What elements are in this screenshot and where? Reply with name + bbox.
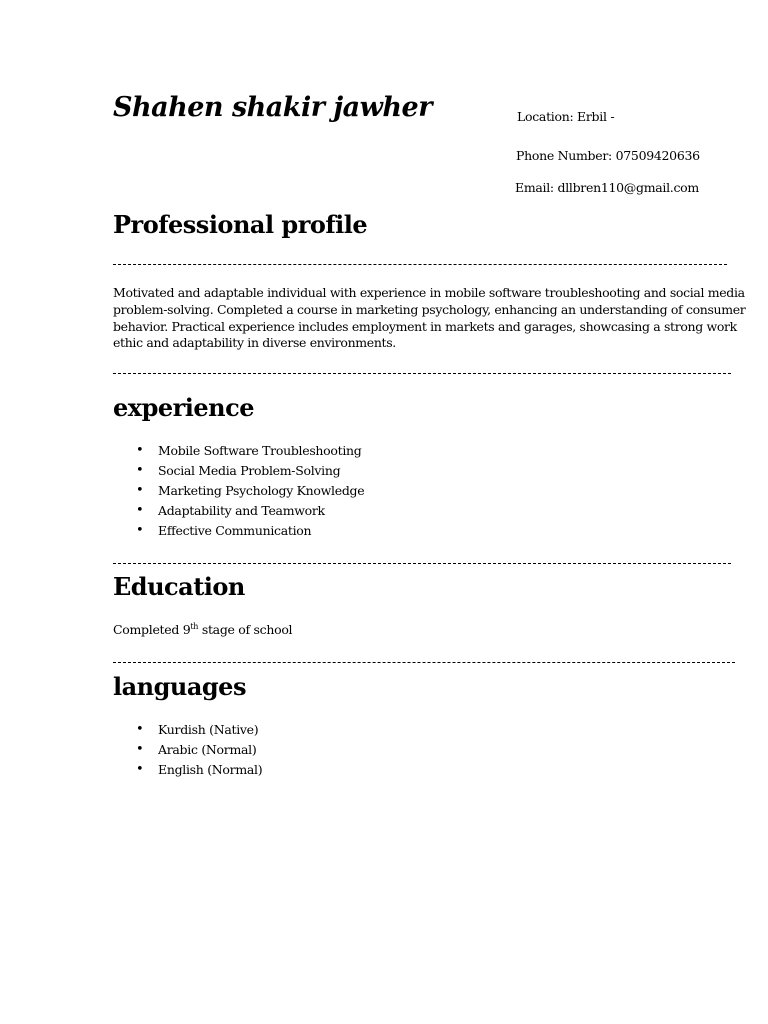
contact-phone: Phone Number: 07509420636 [516, 148, 700, 163]
bullet-icon: • [136, 762, 144, 777]
experience-heading: experience [113, 393, 254, 422]
profile-text: Motivated and adaptable individual with experience in mobile software troubleshooting and social media problem-solving. Completed a course in marketing psychology, enhancing an understanding of consumer behavior. Practical experience includes employment in markets and garages, showcasing a strong work ethic and adaptability in diverse environments. [113, 285, 746, 351]
divider [113, 373, 731, 374]
list-item-label: Mobile Software Troubleshooting [158, 443, 362, 458]
languages-heading: languages [113, 672, 246, 701]
bullet-icon: • [136, 503, 144, 518]
bullet-icon: • [136, 443, 144, 458]
bullet-icon: • [136, 463, 144, 478]
divider [113, 662, 735, 663]
list-item-label: Effective Communication [158, 523, 312, 538]
bullet-icon: • [136, 483, 144, 498]
contact-location: Location: Erbil - [517, 109, 615, 124]
bullet-icon: • [136, 523, 144, 538]
education-heading: Education [113, 572, 245, 601]
candidate-name: Shahen shakir jawher [113, 92, 432, 123]
contact-email: Email: dllbren110@gmail.com [515, 180, 699, 195]
list-item-label: Adaptability and Teamwork [158, 503, 325, 518]
list-item-label: Marketing Psychology Knowledge [158, 483, 365, 498]
bullet-icon: • [136, 722, 144, 737]
divider [113, 563, 731, 564]
profile-heading: Professional profile [113, 210, 368, 239]
education-text-end: stage of school [198, 622, 293, 637]
list-item-label: Social Media Problem-Solving [158, 463, 341, 478]
list-item-label: English (Normal) [158, 762, 263, 777]
divider [113, 264, 727, 265]
education-text-start: Completed 9 [113, 622, 191, 637]
list-item-label: Arabic (Normal) [158, 742, 257, 757]
bullet-icon: • [136, 742, 144, 757]
education-text [113, 622, 292, 637]
list-item-label: Kurdish (Native) [158, 722, 259, 737]
education-superscript: th [190, 622, 199, 631]
